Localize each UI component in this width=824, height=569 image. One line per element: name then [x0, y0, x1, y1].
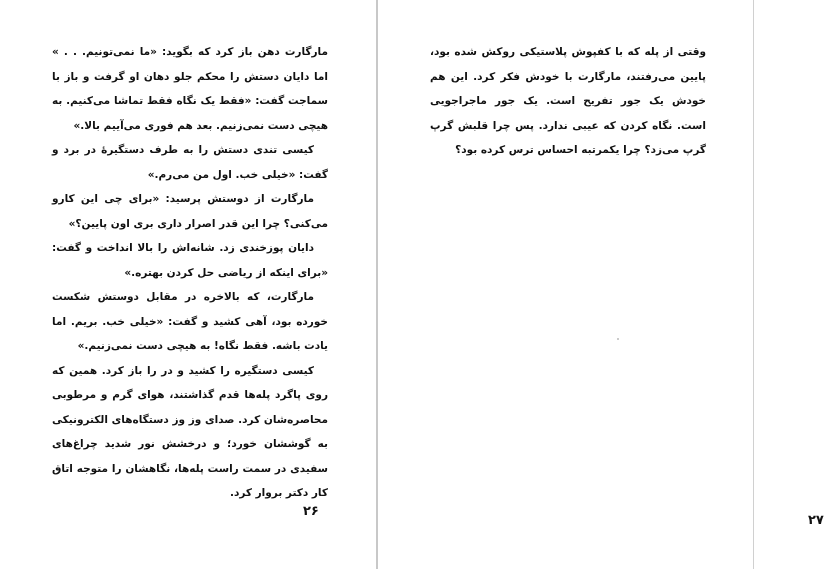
- left-paragraph-5: مارگارت، که بالاخره در مقابل دوستش شکست خورده بود، آهی کشید و گفت: «خیلی خب. بریم. اما یادت باشه. فقط نگاه! به هیچی دست نمی‌زنیم.»: [52, 291, 328, 352]
- page-edge-right: [753, 0, 754, 569]
- page-number-right: ۲۷: [808, 513, 824, 528]
- left-paragraph-6: کیسی دستگیره را کشید و در را باز کرد. همین که روی پاگرد پله‌ها قدم گذاشتند، هوای گرم و مرطوبی محاصره‌شان کرد. صدای وز وز دستگاه‌های الکترونیکی به گوششان خورد؛ و درخشش نور شدید چراغ‌های سفیدی در سمت راست پله‌ها، نگاهشان را متوجه اتاق کار دکتر بروار کرد.: [52, 364, 328, 499]
- page-number-left: ۲۶: [303, 504, 319, 519]
- left-paragraph-1: مارگارت دهن باز کرد که بگوید: «ما نمی‌تونیم. . . » اما دایان دستش را محکم جلو دهان او گرفت و باز با سماجت گفت: «فقط یک نگاه فقط تماشا می‌کنیم. به هیچی دست نمی‌زنیم. بعد هم فوری می‌آییم بالا.»: [52, 46, 328, 132]
- left-paragraph-4: دایان پوزخندی زد. شانه‌اش را بالا انداخت و گفت: «برای اینکه از ریاضی حل کردن بهتره.»: [52, 242, 328, 279]
- left-page-text: [52, 40, 328, 506]
- right-paragraph-1: وقتی از پله که با کفپوش پلاستیکی روکش شده بود، پایین می‌رفتند، مارگارت با خودش فکر کرد. این هم خودش یک جور تفریح است. یک جور ماجراجویی است. نگاه کردن که عیبی ندارد. پس چرا قلبش گرپ گرپ می‌زد؟ چرا یکمرتبه احساس ترس کرده بود؟: [430, 46, 706, 156]
- right-page: [378, 0, 824, 569]
- right-page-text: [430, 40, 706, 163]
- left-paragraph-2: کیسی تندی دستش را به طرف دستگیرهٔ در برد و گفت: «خیلی خب. اول من می‌رم.»: [52, 144, 328, 181]
- paper-speck: [617, 338, 619, 340]
- left-page: [0, 0, 376, 569]
- left-paragraph-3: مارگارت از دوستش پرسید: «برای چی این کارو می‌کنی؟ چرا این قدر اصرار داری بری اون پایین؟»: [52, 193, 328, 230]
